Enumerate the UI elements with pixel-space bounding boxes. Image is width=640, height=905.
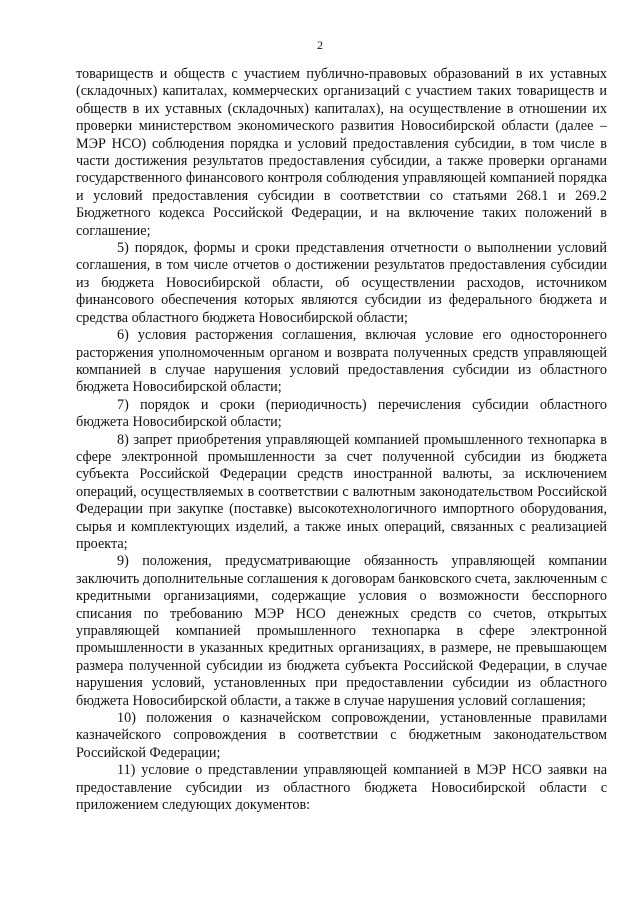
paragraph-continuation: товариществ и обществ с участием публично-правовых образований в их уставных (складочных) капиталах, коммерческих организаций с участием таких товариществ и обществ в их уставных (складочных) капиталах), на осуществление в отношении их проверки министерством экономического развития Новосибирской области (далее – МЭР НСО) соблюдения порядка и условий предоставления субсидии, в том числе в части достижения результатов предоставления субсидии, а также проверки органами государственного финансового контроля соблюдения управляющей компанией порядка и условий предоставления субсидии в соответствии со статьями 268.1 и 269.2 Бюджетного кодекса Российской Федерации, и на включение таких положений в соглашение;: [76, 66, 607, 239]
page-number: 2: [317, 38, 323, 52]
paragraph-item-6: 6) условия расторжения соглашения, включая условие его одностороннего расторжения уполномоченным органом и возврата полученных средств управляющей компанией в случае нарушения условий предоставления субсидии из областного бюджета Новосибирской области;: [76, 327, 607, 396]
paragraph-item-8: 8) запрет приобретения управляющей компанией промышленного технопарка в сфере электронной промышленности за счет полученной субсидии из бюджета субъекта Российской Федерации средств иностранной валюты, за исключением операций, осуществляемых в соответствии с валютным законодательством Российской Федерации при закупке (поставке) высокотехнологичного импортного оборудования, сырья и комплектующих изделий, а также иных операций, связанных с реализацией проекта;: [76, 431, 607, 552]
paragraph-item-5: 5) порядок, формы и сроки представления отчетности о выполнении условий соглашения, в том числе отчетов о достижении результатов предоставления субсидии из бюджета Новосибирской области, об осуществлении расходов, источником финансового обеспечения которых являются субсидии из федерального бюджета и средства областного бюджета Новосибирской области;: [76, 240, 607, 326]
paragraph-item-11: 11) условие о представлении управляющей компанией в МЭР НСО заявки на предоставление субсидии из областного бюджета Новосибирской области с приложением следующих документов:: [76, 762, 607, 814]
document-body: [76, 66, 607, 814]
paragraph-item-9: 9) положения, предусматривающие обязанность управляющей компании заключить дополнительные соглашения к договорам банковского счета, заключенным с кредитными организациями, содержащие условия о возможности бесспорного списания по требованию МЭР НСО денежных средств со счетов, открытых управляющей компанией промышленного технопарка в сфере электронной промышленности в указанных кредитных организациях, в размере, не превышающем размера полученной субсидии из бюджета субъекта Российской Федерации, в случае нарушения условий, установленных при предоставлении субсидии из областного бюджета Новосибирской области, а также в случае нарушения условий соглашения;: [76, 553, 608, 709]
paragraph-item-10: 10) положения о казначейском сопровождении, установленные правилами казначейского сопровождения в соответствии с бюджетным законодательством Российской Федерации;: [76, 710, 607, 761]
paragraph-item-7: 7) порядок и сроки (периодичность) перечисления субсидии областного бюджета Новосибирской области;: [76, 396, 607, 431]
